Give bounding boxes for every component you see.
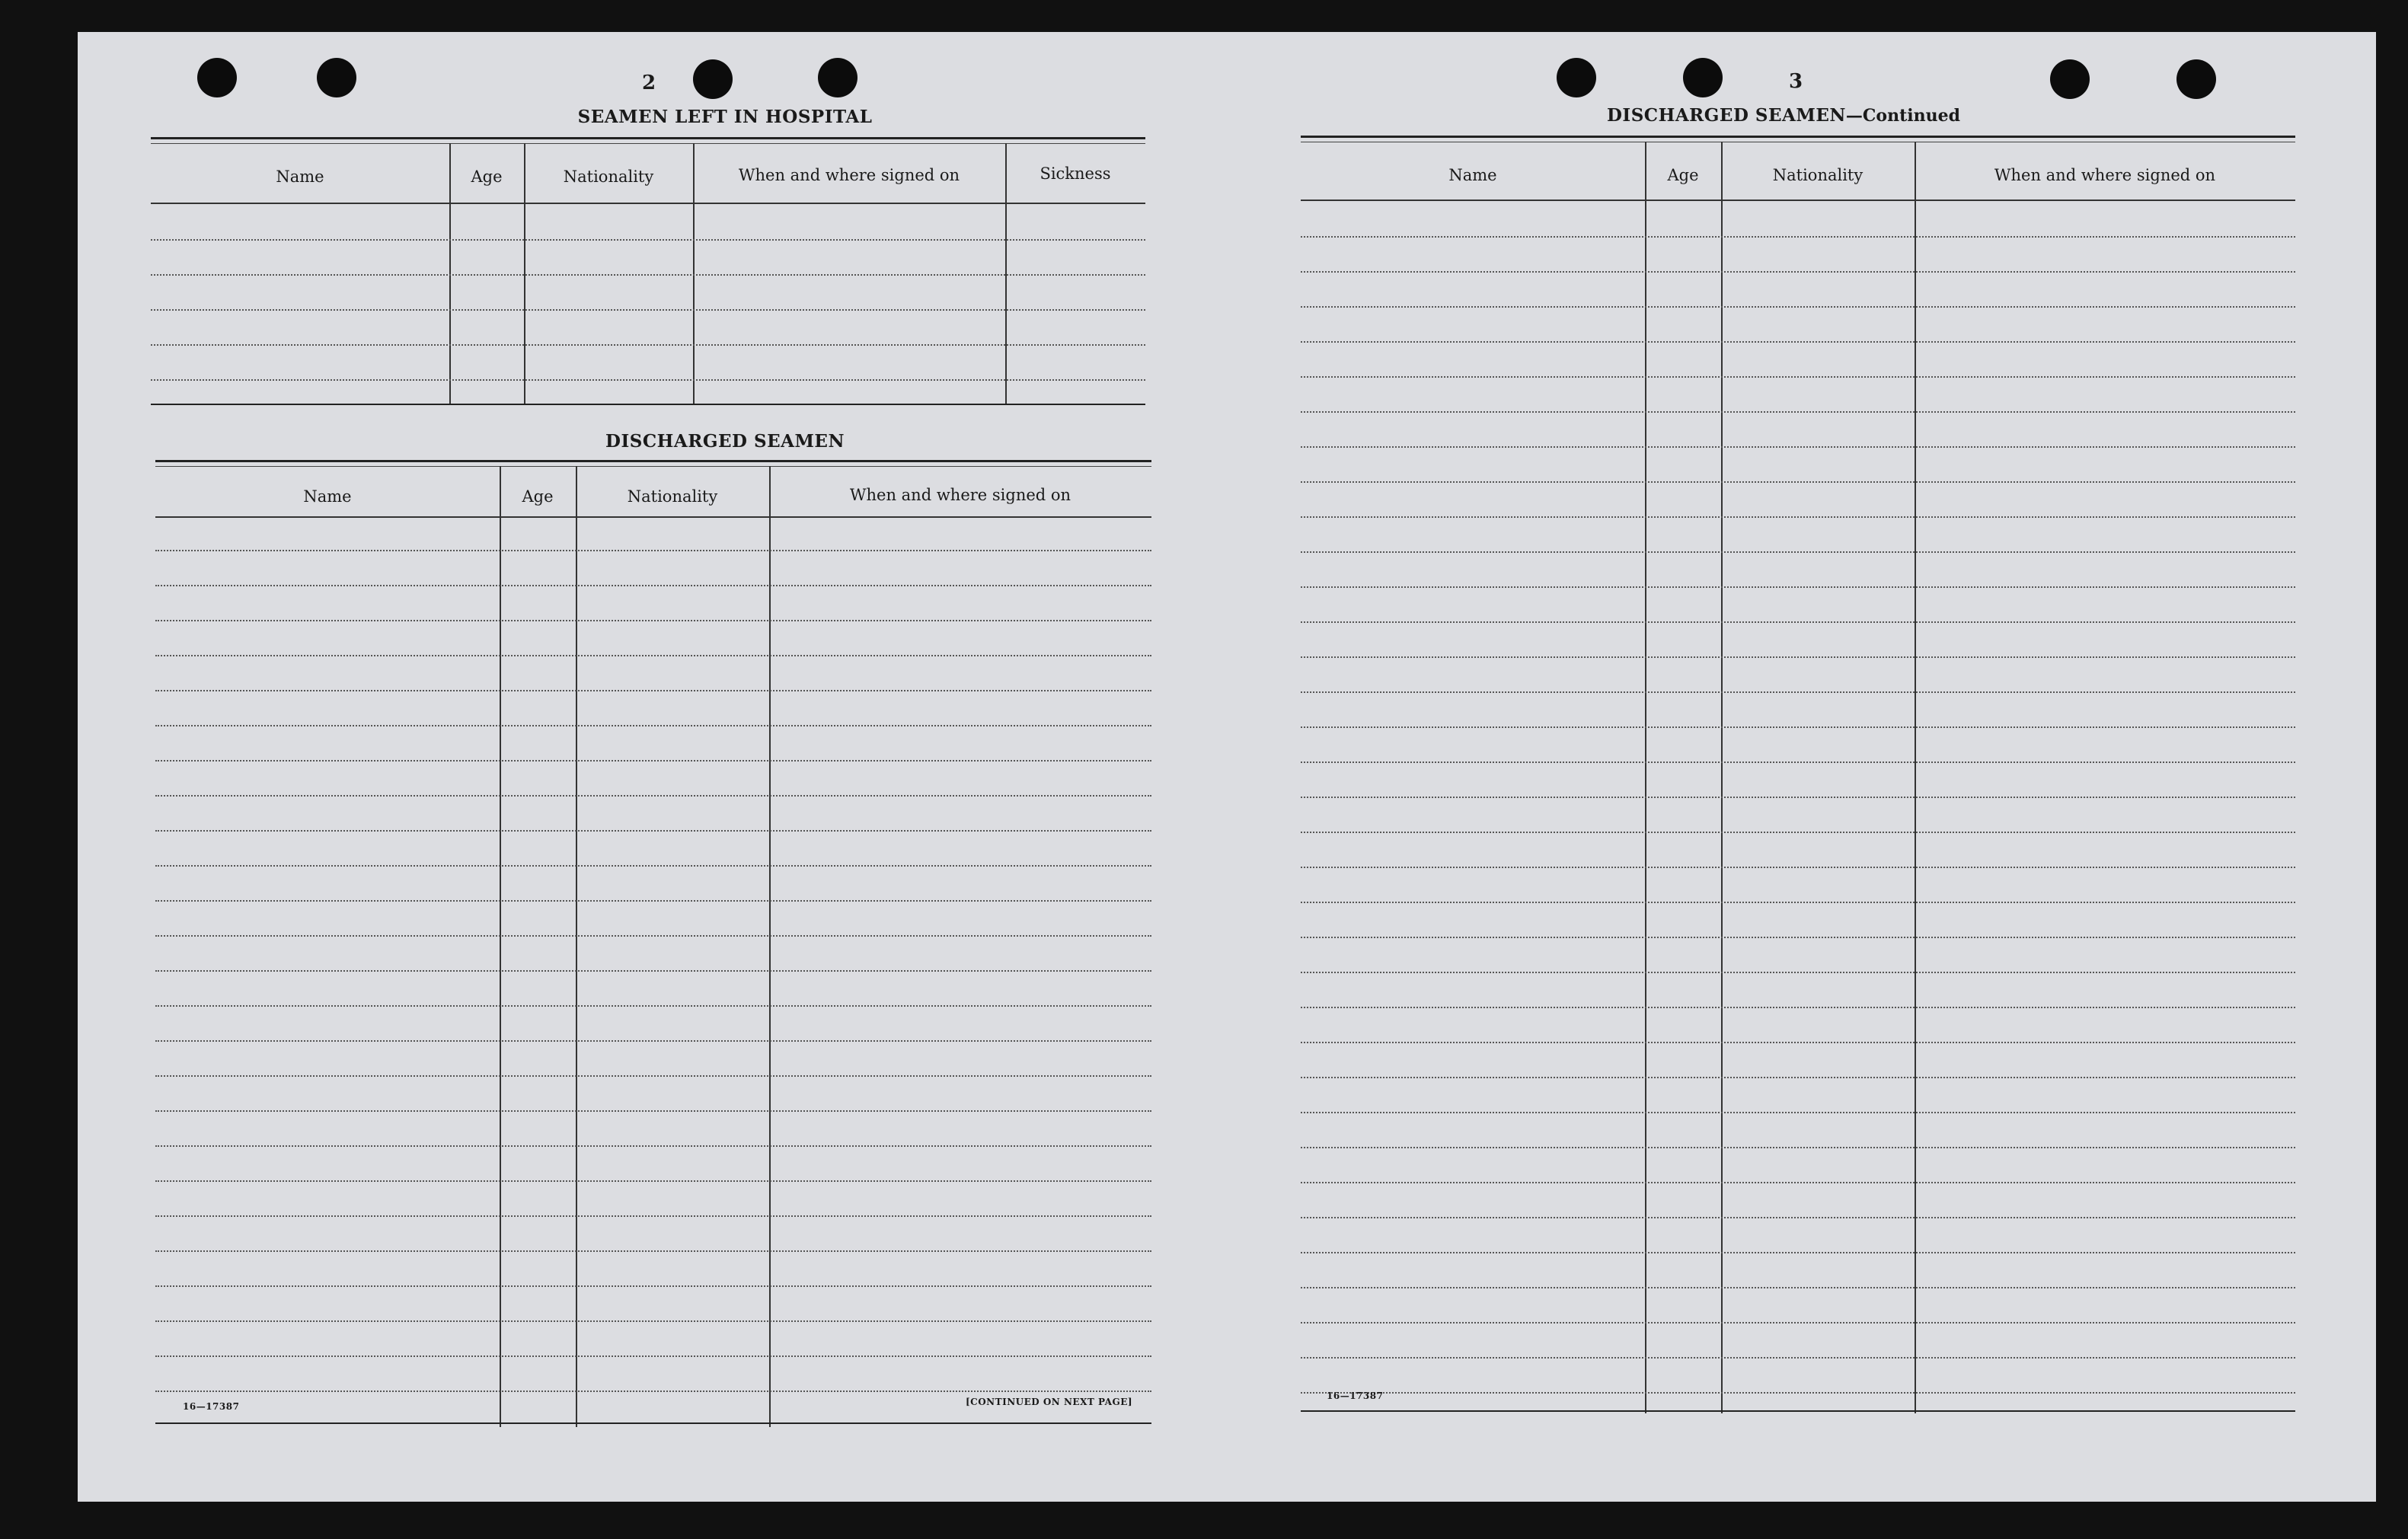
entry-line xyxy=(1301,972,2295,973)
entry-line xyxy=(155,865,1151,867)
column-divider xyxy=(500,466,501,1427)
punch-hole xyxy=(2176,59,2216,99)
entry-line xyxy=(1301,306,2295,308)
left-page-number: 2 xyxy=(641,72,656,94)
entry-line xyxy=(1301,1287,2295,1288)
discharged-continued-table xyxy=(1301,136,2295,1415)
right-section-title-main: DISCHARGED SEAMEN xyxy=(1606,105,1846,126)
table-bottom-rule xyxy=(1301,1410,2295,1415)
punch-hole xyxy=(818,58,857,97)
entry-line xyxy=(155,1180,1151,1182)
entry-line xyxy=(1301,691,2295,693)
hospital-table xyxy=(151,137,1145,411)
entry-line xyxy=(1301,376,2295,378)
entry-line xyxy=(1301,1112,2295,1113)
entry-line xyxy=(1301,762,2295,763)
table-top-rule xyxy=(1301,136,2295,142)
entry-line xyxy=(1301,656,2295,658)
punch-hole xyxy=(693,59,733,99)
entry-line xyxy=(1301,481,2295,483)
entry-line xyxy=(1301,902,2295,903)
column-header-nationality: Nationality xyxy=(1772,166,1863,184)
punch-hole xyxy=(2050,59,2090,99)
entry-line xyxy=(1301,1147,2295,1148)
right-form-number: 16—17387 xyxy=(1327,1391,1384,1401)
entry-line xyxy=(155,1110,1151,1112)
entry-line xyxy=(1301,1042,2295,1043)
entry-line xyxy=(155,760,1151,762)
column-header-age: Age xyxy=(471,168,503,186)
entry-line xyxy=(1301,1077,2295,1078)
entry-line xyxy=(155,1040,1151,1042)
column-header-sickness: Sickness xyxy=(1040,164,1111,183)
entry-line xyxy=(155,690,1151,691)
column-divider xyxy=(576,466,577,1427)
entry-line xyxy=(1301,937,2295,938)
entry-line xyxy=(155,585,1151,586)
entry-line xyxy=(1301,1252,2295,1253)
column-header-nationality: Nationality xyxy=(627,487,718,506)
header-underline xyxy=(155,516,1151,518)
entry-line xyxy=(151,379,1145,381)
left-form-number: 16—17387 xyxy=(183,1401,240,1412)
entry-line xyxy=(1301,1007,2295,1008)
entry-line xyxy=(155,970,1151,972)
entry-line xyxy=(155,1355,1151,1357)
entry-line xyxy=(1301,1182,2295,1183)
continued-note: [CONTINUED ON NEXT PAGE] xyxy=(966,1397,1133,1407)
entry-line xyxy=(155,935,1151,937)
entry-line xyxy=(155,900,1151,902)
entry-line xyxy=(1301,586,2295,588)
hospital-section-title: SEAMEN LEFT IN HOSPITAL xyxy=(577,107,873,127)
entry-line xyxy=(155,1145,1151,1147)
table-top-rule xyxy=(155,460,1151,467)
header-underline xyxy=(151,203,1145,204)
discharged-section-title: DISCHARGED SEAMEN xyxy=(605,431,845,452)
entry-line xyxy=(155,1075,1151,1077)
entry-line xyxy=(1301,271,2295,273)
entry-line xyxy=(155,550,1151,551)
entry-line xyxy=(155,1215,1151,1217)
right-section-title-suffix: —Continued xyxy=(1845,106,1960,126)
right-section-title xyxy=(1494,105,2073,126)
entry-line xyxy=(1301,516,2295,518)
column-divider xyxy=(1645,142,1646,1413)
entry-line xyxy=(151,309,1145,311)
column-header-signed-on: When and where signed on xyxy=(849,486,1071,504)
column-divider xyxy=(524,143,525,404)
entry-line xyxy=(1301,797,2295,798)
column-header-name: Name xyxy=(276,168,324,186)
entry-line xyxy=(155,1320,1151,1322)
punch-hole xyxy=(1557,58,1596,97)
scanned-form-sheet xyxy=(78,32,2376,1502)
entry-line xyxy=(1301,621,2295,623)
entry-line xyxy=(155,725,1151,726)
entry-line xyxy=(1301,1217,2295,1218)
entry-line xyxy=(151,344,1145,346)
column-divider xyxy=(769,466,771,1427)
column-divider xyxy=(449,143,451,404)
discharged-table xyxy=(155,460,1151,1424)
entry-line xyxy=(1301,1357,2295,1359)
entry-line xyxy=(1301,1392,2295,1394)
column-divider xyxy=(1721,142,1723,1413)
column-header-name: Name xyxy=(303,487,352,506)
column-header-signed-on: When and where signed on xyxy=(738,166,960,184)
entry-line xyxy=(1301,411,2295,413)
column-divider xyxy=(693,143,695,404)
column-divider xyxy=(1005,143,1007,404)
punch-hole xyxy=(197,58,237,97)
column-header-name: Name xyxy=(1448,166,1497,184)
table-bottom-rule xyxy=(155,1422,1151,1427)
entry-line xyxy=(155,830,1151,832)
entry-line xyxy=(155,1285,1151,1287)
table-bottom-rule xyxy=(151,404,1145,408)
column-divider xyxy=(1915,142,1916,1413)
entry-line xyxy=(1301,551,2295,553)
column-header-signed-on: When and where signed on xyxy=(1994,166,2216,184)
entry-line xyxy=(155,620,1151,621)
column-header-age: Age xyxy=(522,487,554,506)
entry-line xyxy=(155,795,1151,797)
entry-line xyxy=(1301,1322,2295,1323)
entry-line xyxy=(151,274,1145,276)
entry-line xyxy=(1301,832,2295,833)
column-header-age: Age xyxy=(1667,166,1699,184)
header-underline xyxy=(1301,200,2295,201)
entry-line xyxy=(155,1391,1151,1392)
entry-line xyxy=(155,1005,1151,1007)
entry-line xyxy=(155,1250,1151,1252)
entry-line xyxy=(1301,867,2295,868)
table-top-rule xyxy=(151,137,1145,144)
right-page-number: 3 xyxy=(1788,70,1803,93)
entry-line xyxy=(1301,446,2295,448)
entry-line xyxy=(151,239,1145,241)
punch-hole xyxy=(317,58,356,97)
entry-line xyxy=(1301,341,2295,343)
entry-line xyxy=(1301,236,2295,238)
entry-line xyxy=(1301,726,2295,728)
entry-line xyxy=(155,655,1151,656)
column-header-nationality: Nationality xyxy=(563,168,654,186)
punch-hole xyxy=(1683,58,1723,97)
